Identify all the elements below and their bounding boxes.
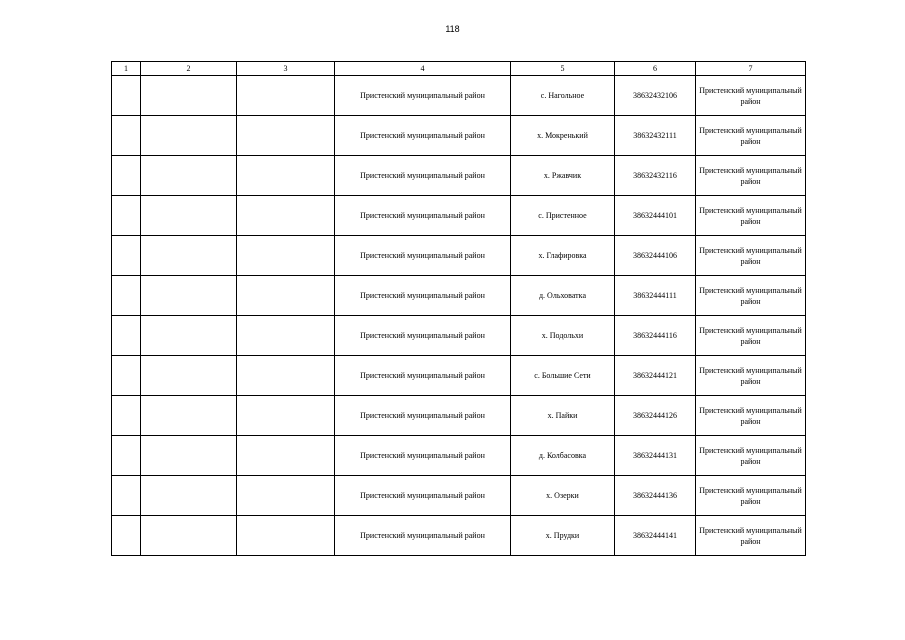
col3-cell (237, 516, 335, 556)
settlement-cell: с. Нагольное (511, 76, 615, 116)
district-cell: Пристенский муниципальный район (335, 76, 511, 116)
district-cell: Пристенский муниципальный район (335, 316, 511, 356)
settlement-cell: х. Подольхи (511, 316, 615, 356)
municipality-cell: Пристенский муниципальный район (696, 316, 806, 356)
col2-cell (141, 436, 237, 476)
col3-cell (237, 76, 335, 116)
col2-cell (141, 316, 237, 356)
col2-cell (141, 156, 237, 196)
col3-cell (237, 476, 335, 516)
municipality-cell: Пристенский муниципальный район (696, 236, 806, 276)
row-number-cell (112, 356, 141, 396)
district-cell: Пристенский муниципальный район (335, 396, 511, 436)
oktmo-code-cell: 38632444106 (615, 236, 696, 276)
municipality-cell: Пристенский муниципальный район (696, 516, 806, 556)
district-cell: Пристенский муниципальный район (335, 196, 511, 236)
municipality-cell: Пристенский муниципальный район (696, 156, 806, 196)
col3-cell (237, 356, 335, 396)
table-row (112, 316, 806, 356)
oktmo-code-cell: 38632444141 (615, 516, 696, 556)
municipality-cell: Пристенский муниципальный район (696, 196, 806, 236)
district-cell: Пристенский муниципальный район (335, 276, 511, 316)
col3-cell (237, 116, 335, 156)
col2-cell (141, 356, 237, 396)
table-row (112, 276, 806, 316)
settlement-cell: х. Озерки (511, 476, 615, 516)
oktmo-code-cell: 38632444131 (615, 436, 696, 476)
oktmo-code-cell: 38632432111 (615, 116, 696, 156)
col2-cell (141, 476, 237, 516)
col3-cell (237, 396, 335, 436)
settlement-cell: х. Ржавчик (511, 156, 615, 196)
settlement-cell: х. Пайки (511, 396, 615, 436)
row-number-cell (112, 276, 141, 316)
table-body (112, 76, 806, 556)
district-cell: Пристенский муниципальный район (335, 156, 511, 196)
col3-cell (237, 316, 335, 356)
municipality-cell: Пристенский муниципальный район (696, 76, 806, 116)
district-cell: Пристенский муниципальный район (335, 476, 511, 516)
district-cell: Пристенский муниципальный район (335, 116, 511, 156)
row-number-cell (112, 236, 141, 276)
col2-cell (141, 76, 237, 116)
row-number-cell (112, 76, 141, 116)
row-number-cell (112, 156, 141, 196)
col3-cell (237, 276, 335, 316)
col2-cell (141, 116, 237, 156)
settlement-cell: с. Большие Сети (511, 356, 615, 396)
row-number-cell (112, 116, 141, 156)
row-number-cell (112, 396, 141, 436)
col2-cell (141, 396, 237, 436)
district-cell: Пристенский муниципальный район (335, 516, 511, 556)
table-row (112, 116, 806, 156)
col2-cell (141, 276, 237, 316)
table-row (112, 356, 806, 396)
table-row (112, 476, 806, 516)
district-cell: Пристенский муниципальный район (335, 356, 511, 396)
row-number-cell (112, 516, 141, 556)
column-header: 5 (511, 62, 615, 76)
table-row (112, 156, 806, 196)
oktmo-code-cell: 38632444126 (615, 396, 696, 436)
document-table (111, 61, 806, 556)
table-row (112, 436, 806, 476)
table-row (112, 76, 806, 116)
table-header-row (112, 62, 806, 76)
table-row (112, 396, 806, 436)
table-row (112, 196, 806, 236)
oktmo-code-cell: 38632432116 (615, 156, 696, 196)
municipality-cell: Пристенский муниципальный район (696, 116, 806, 156)
row-number-cell (112, 196, 141, 236)
settlement-cell: х. Глафировка (511, 236, 615, 276)
column-header: 6 (615, 62, 696, 76)
page-number: 118 (445, 24, 460, 34)
settlement-cell: х. Мокренький (511, 116, 615, 156)
district-cell: Пристенский муниципальный район (335, 436, 511, 476)
settlement-cell: с. Пристенное (511, 196, 615, 236)
column-header: 7 (696, 62, 806, 76)
row-number-cell (112, 436, 141, 476)
settlement-cell: д. Колбасовка (511, 436, 615, 476)
oktmo-code-cell: 38632432106 (615, 76, 696, 116)
column-header: 1 (112, 62, 141, 76)
settlement-cell: х. Прудки (511, 516, 615, 556)
row-number-cell (112, 476, 141, 516)
oktmo-code-cell: 38632444101 (615, 196, 696, 236)
oktmo-code-cell: 38632444136 (615, 476, 696, 516)
municipality-cell: Пристенский муниципальный район (696, 276, 806, 316)
oktmo-code-cell: 38632444111 (615, 276, 696, 316)
municipality-cell: Пристенский муниципальный район (696, 436, 806, 476)
table-row (112, 516, 806, 556)
col3-cell (237, 236, 335, 276)
municipality-cell: Пристенский муниципальный район (696, 476, 806, 516)
settlement-cell: д. Ольховатка (511, 276, 615, 316)
column-header: 2 (141, 62, 237, 76)
municipality-cell: Пристенский муниципальный район (696, 356, 806, 396)
column-header: 3 (237, 62, 335, 76)
district-cell: Пристенский муниципальный район (335, 236, 511, 276)
oktmo-code-cell: 38632444121 (615, 356, 696, 396)
col2-cell (141, 236, 237, 276)
col3-cell (237, 436, 335, 476)
col2-cell (141, 516, 237, 556)
municipality-cell: Пристенский муниципальный район (696, 396, 806, 436)
col3-cell (237, 156, 335, 196)
col3-cell (237, 196, 335, 236)
col2-cell (141, 196, 237, 236)
column-header: 4 (335, 62, 511, 76)
table-row (112, 236, 806, 276)
row-number-cell (112, 316, 141, 356)
oktmo-code-cell: 38632444116 (615, 316, 696, 356)
